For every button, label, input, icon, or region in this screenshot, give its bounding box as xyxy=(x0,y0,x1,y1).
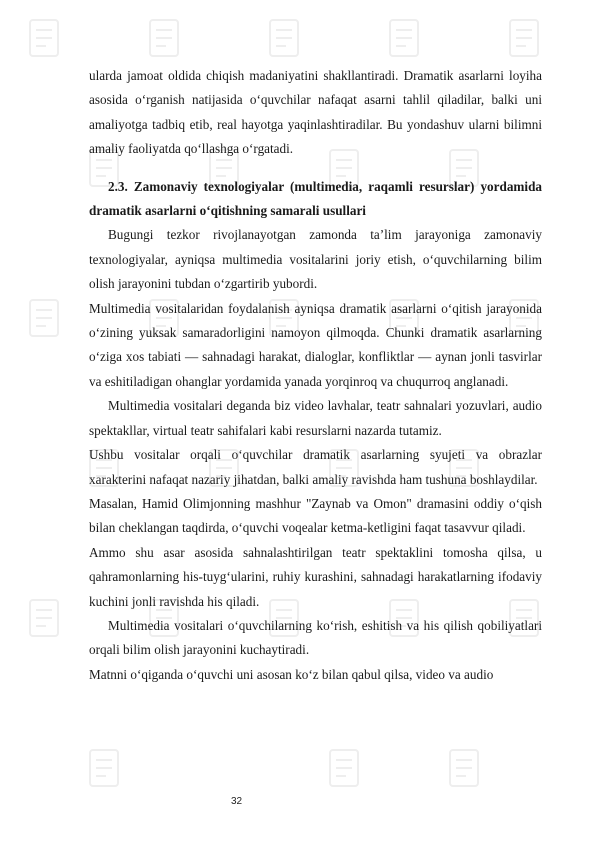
paragraph: Matnni o‘qiganda o‘quvchi uni asosan ko‘z bilan qabul qilsa, video va audio xyxy=(89,666,494,682)
paragraph: Masalan, Hamid Olimjonning mashhur "Zaynab va Omon" dramasini oddiy o‘qish bilan cheklangan taqdirda, o‘quvchi voqealar ketma-ketligini faqat tasavvur qiladi. xyxy=(89,495,542,536)
section-heading: 2.3. Zamonaviy texnologiyalar (multimedia, raqamli resurslar) yordamida dramatik asarlarni o‘qitishning samarali usullari xyxy=(89,178,542,219)
paragraph: Multimedia vositalaridan foydalanish ayniqsa dramatik asarlarni o‘qitish jarayonida o‘zining yuksak samaradorligini namoyon qilmoqda. Chunki dramatik asarlarning o‘ziga xos tabiati — sahnadagi harakat, dialoglar, konfliktlar — aynan jonli tasvirlar va eshitiladigan ohanglar yordamida yanada yorqinroq va chuqurroq anglanadi. xyxy=(89,300,542,389)
paragraph: Ushbu vositalar orqali o‘quvchilar dramatik asarlarning syujeti va obrazlar xarakterini nafaqat nazariy jihatdan, balki amaliy ravishda ham tushuna boshlaydilar. xyxy=(89,447,542,487)
paragraph: Bugungi tezkor rivojlanayotgan zamonda ta’lim jarayoniga zamonaviy texnologiyalar, ayniqsa multimedia vositalarini joriy etish, o‘quvchilarning bilim olish jarayonini tubdan o‘zgartirib yubordi. xyxy=(89,227,542,292)
paragraph-intro: ularda jamoat oldida chiqish madaniyatini shakllantiradi. Dramatik asarlarni loyiha asosida o‘rganish natijasida o‘quvchilar nafaqat asarni tahlil qiladilar, balki uni amaliyotga tadbiq etib, real hayotga yaqinlashtiradilar. Bu yondashuv ularni bilimni amaliy faoliyatda qo‘llashga o‘rgatadi. xyxy=(89,68,542,157)
page-body xyxy=(89,64,542,687)
paragraph: Multimedia vositalari deganda biz video lavhalar, teatr sahnalari yozuvlari, audio spektakllar, virtual teatr sahifalari kabi resurslarni nazarda tutamiz. xyxy=(89,398,542,438)
page-number: 32 xyxy=(231,796,243,807)
paragraph: Ammo shu asar asosida sahnalashtirilgan teatr spektaklini tomosha qilsa, u qahramonlarning his-tuyg‘ularini, ruhiy kurashini, sahnadagi harakatlarning ifodaviy kuchini jonli ravishda his qiladi. xyxy=(89,544,542,609)
paragraph: Multimedia vositalari o‘quvchilarning ko‘rish, eshitish va his qilish qobiliyatlari orqali bilim olish jarayonini kuchaytiradi. xyxy=(89,617,542,658)
